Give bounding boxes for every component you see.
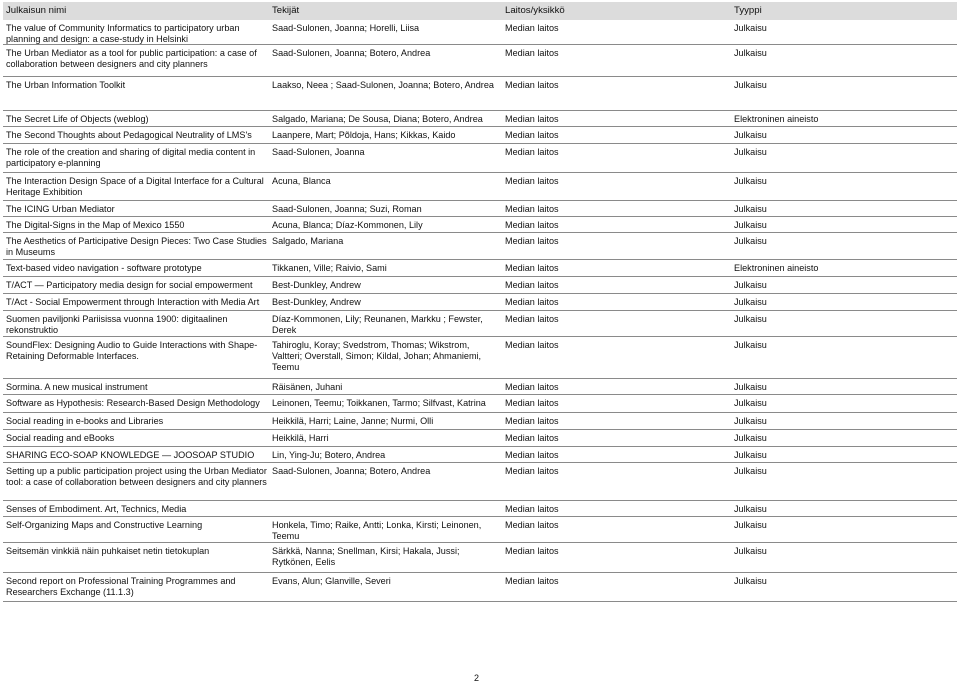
type-cell: Julkaisu [734,546,767,556]
authors-cell: Saad-Sulonen, Joanna; Suzi, Roman [272,204,422,214]
unit-cell: Median laitos [505,504,559,514]
authors-cell: Salgado, Mariana; De Sousa, Diana; Botero, Andrea [272,114,483,124]
table-row [3,395,957,413]
type-cell: Julkaisu [734,433,767,443]
type-cell: Elektroninen aineisto [734,263,819,273]
table-row [3,173,957,201]
authors-cell: Saad-Sulonen, Joanna; Botero, Andrea [272,466,431,476]
title-cell: Software as Hypothesis: Research-Based Design Methodology [6,398,260,408]
unit-cell: Median laitos [505,416,559,426]
title-cell: Text-based video navigation - software prototype [6,263,202,273]
unit-cell: Median laitos [505,263,559,273]
row-divider [3,601,957,602]
table-row [3,233,957,260]
unit-cell: Median laitos [505,450,559,460]
authors-cell: Tikkanen, Ville; Raivio, Sami [272,263,387,273]
unit-cell: Median laitos [505,433,559,443]
table-row [3,20,957,45]
authors-cell: Evans, Alun; Glanville, Severi [272,576,391,586]
table-header [3,2,957,20]
table-row [3,379,957,395]
unit-cell: Median laitos [505,48,559,58]
unit-cell: Median laitos [505,314,559,324]
type-cell: Julkaisu [734,504,767,514]
title-cell: The Digital-Signs in the Map of Mexico 1550 [6,220,185,230]
table-row [3,463,957,501]
type-cell: Julkaisu [734,416,767,426]
table-row [3,517,957,543]
title-cell: Senses of Embodiment. Art, Technics, Media [6,504,187,514]
authors-cell: Saad-Sulonen, Joanna [272,147,365,157]
authors-cell: Best-Dunkley, Andrew [272,297,361,307]
type-cell: Julkaisu [734,23,767,33]
title-cell: SoundFlex: Designing Audio to Guide Interactions with Shape-Retaining Deformable Interfaces. [6,340,258,361]
unit-cell: Median laitos [505,176,559,186]
table-row [3,337,957,379]
authors-cell: Laanpere, Mart; Põldoja, Hans; Kikkas, Kaido [272,130,456,140]
unit-cell: Median laitos [505,297,559,307]
title-cell: The role of the creation and sharing of digital media content in participatory e-planning [6,147,256,168]
authors-cell: Best-Dunkley, Andrew [272,280,361,290]
title-cell: The Interaction Design Space of a Digital Interface for a Cultural Heritage Exhibition [6,176,264,197]
unit-cell: Median laitos [505,236,559,246]
table-row [3,127,957,144]
title-cell: Second report on Professional Training Programmes and Researchers Exchange (11.1.3) [6,576,236,597]
unit-cell: Median laitos [505,520,559,530]
unit-cell: Median laitos [505,204,559,214]
title-cell: The Second Thoughts about Pedagogical Neutrality of LMS's [6,130,252,140]
title-cell: T/ACT — Participatory media design for social empowerment [6,280,253,290]
header-unit: Laitos/yksikkö [505,5,565,16]
title-cell: T/Act - Social Empowerment through Interaction with Media Art [6,297,260,307]
title-cell: The Urban Mediator as a tool for public participation: a case of collaboration between designers and city planners [6,48,257,69]
unit-cell: Median laitos [505,130,559,140]
table-row [3,45,957,77]
title-cell: Social reading and eBooks [6,433,115,443]
table-row [3,144,957,173]
authors-cell: Saad-Sulonen, Joanna; Botero, Andrea [272,48,431,58]
title-cell: The Aesthetics of Participative Design Pieces: Two Case Studies in Museums [6,236,267,257]
table-row [3,413,957,430]
table-row [3,111,957,127]
authors-cell: Heikkilä, Harri [272,433,329,443]
table-row [3,543,957,573]
unit-cell: Median laitos [505,576,559,586]
unit-cell: Median laitos [505,280,559,290]
title-cell: The ICING Urban Mediator [6,204,115,214]
unit-cell: Median laitos [505,546,559,556]
authors-cell: Leinonen, Teemu; Toikkanen, Tarmo; Silfvast, Katrina [272,398,486,408]
type-cell: Julkaisu [734,314,767,324]
type-cell: Julkaisu [734,80,767,90]
type-cell: Julkaisu [734,220,767,230]
type-cell: Julkaisu [734,450,767,460]
authors-cell: Heikkilä, Harri; Laine, Janne; Nurmi, Olli [272,416,434,426]
title-cell: The Urban Information Toolkit [6,80,126,90]
title-cell: Suomen paviljonki Pariisissa vuonna 1900: digitaalinen rekonstruktio [6,314,228,335]
table-row [3,260,957,277]
type-cell: Julkaisu [734,340,767,350]
unit-cell: Median laitos [505,382,559,392]
type-cell: Julkaisu [734,130,767,140]
authors-cell: Särkkä, Nanna; Snellman, Kirsi; Hakala, Jussi; Rytkönen, Eelis [272,546,460,567]
header-title: Julkaisun nimi [6,5,67,16]
authors-cell: Lin, Ying-Ju; Botero, Andrea [272,450,386,460]
table-row [3,277,957,294]
unit-cell: Median laitos [505,340,559,350]
authors-cell: Laakso, Neea ; Saad-Sulonen, Joanna; Botero, Andrea [272,80,494,90]
unit-cell: Median laitos [505,220,559,230]
title-cell: The value of Community Informatics to participatory urban planning and design: a case-study in Helsinki [6,23,240,44]
table-row [3,201,957,217]
publications-table [3,2,957,602]
authors-cell: Acuna, Blanca; Díaz-Kommonen, Lily [272,220,423,230]
table-row [3,501,957,517]
header-type: Tyyppi [734,5,762,16]
type-cell: Julkaisu [734,382,767,392]
authors-cell: Räisänen, Juhani [272,382,343,392]
type-cell: Julkaisu [734,576,767,586]
authors-cell: Honkela, Timo; Raike, Antti; Lonka, Kirsti; Leinonen, Teemu [272,520,482,541]
table-row [3,217,957,233]
table-row [3,77,957,111]
type-cell: Julkaisu [734,297,767,307]
authors-cell: Díaz-Kommonen, Lily; Reunanen, Markku ; Fewster, Derek [272,314,483,335]
type-cell: Julkaisu [734,520,767,530]
title-cell: SHARING ECO-SOAP KNOWLEDGE — JOOSOAP STUDIO [6,450,255,460]
unit-cell: Median laitos [505,466,559,476]
page-number: 2 [474,673,480,683]
type-cell: Julkaisu [734,398,767,408]
type-cell: Julkaisu [734,204,767,214]
unit-cell: Median laitos [505,398,559,408]
authors-cell: Acuna, Blanca [272,176,331,186]
type-cell: Julkaisu [734,466,767,476]
type-cell: Elektroninen aineisto [734,114,819,124]
title-cell: The Secret Life of Objects (weblog) [6,114,149,124]
title-cell: Sormina. A new musical instrument [6,382,148,392]
title-cell: Setting up a public participation project using the Urban Mediator tool: a case of collaboration between designers and city planners [6,466,267,487]
table-row [3,447,957,463]
authors-cell: Saad-Sulonen, Joanna; Horelli, Liisa [272,23,420,33]
table-body [3,20,957,602]
authors-cell: Tahiroglu, Koray; Svedstrom, Thomas; Wikstrom, Valtteri; Overstall, Simon; Kildal, Johan; Ahmaniemi, Teemu [272,340,482,372]
unit-cell: Median laitos [505,147,559,157]
type-cell: Julkaisu [734,147,767,157]
type-cell: Julkaisu [734,176,767,186]
title-cell: Self-Organizing Maps and Constructive Learning [6,520,203,530]
header-authors: Tekijät [272,5,300,16]
unit-cell: Median laitos [505,80,559,90]
unit-cell: Median laitos [505,114,559,124]
title-cell: Social reading in e-books and Libraries [6,416,164,426]
type-cell: Julkaisu [734,48,767,58]
table-row [3,573,957,602]
table-row [3,430,957,447]
table-row [3,294,957,311]
authors-cell: Salgado, Mariana [272,236,344,246]
title-cell: Seitsemän vinkkiä näin puhkaiset netin tietokuplan [6,546,210,556]
type-cell: Julkaisu [734,236,767,246]
type-cell: Julkaisu [734,280,767,290]
table-row [3,311,957,337]
unit-cell: Median laitos [505,23,559,33]
